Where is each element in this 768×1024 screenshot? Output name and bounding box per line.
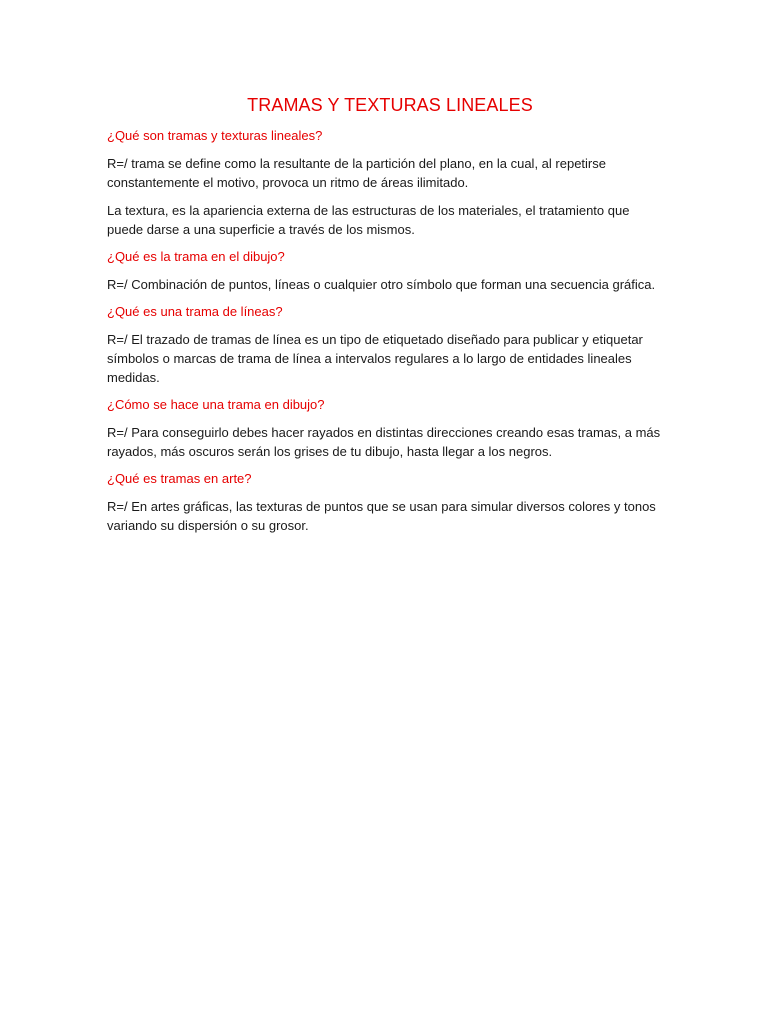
answer-paragraph: R=/ Para conseguirlo debes hacer rayados en distintas direcciones creando esas tramas, a más rayados, más oscuros serán los grises de tu dibujo, hasta llegar a los negros.: [107, 425, 661, 459]
document-content: [107, 94, 667, 544]
answer-paragraph: R=/ El trazado de tramas de línea es un tipo de etiquetado diseñado para publicar y etiquetar símbolos o marcas de trama de línea a intervalos regulares a lo largo de entidades lineales medidas.: [107, 332, 643, 385]
question-heading: ¿Qué es la trama en el dibujo?: [107, 249, 285, 264]
question-heading: ¿Qué es tramas en arte?: [107, 471, 252, 486]
document-title: TRAMAS Y TEXTURAS LINEALES: [247, 95, 533, 115]
question-heading: ¿Cómo se hace una trama en dibujo?: [107, 397, 325, 412]
section-5: [107, 470, 667, 535]
answer-paragraph: R=/ Combinación de puntos, líneas o cualquier otro símbolo que forman una secuencia gráfica.: [107, 277, 656, 292]
section-3: [107, 303, 667, 387]
question-heading: ¿Qué es una trama de líneas?: [107, 304, 283, 319]
section-1: [107, 127, 667, 239]
answer-paragraph: La textura, es la apariencia externa de las estructuras de los materiales, el tratamiento que puede darse a una superficie a través de los mismos.: [107, 203, 630, 237]
section-2: [107, 248, 667, 294]
answer-paragraph: R=/ trama se define como la resultante de la partición del plano, en la cual, al repetirse constantemente el motivo, provoca un ritmo de áreas ilimitado.: [107, 156, 606, 190]
section-4: [107, 396, 667, 461]
answer-paragraph: R=/ En artes gráficas, las texturas de puntos que se usan para simular diversos colores y tonos variando su dispersión o su grosor.: [107, 499, 656, 533]
question-heading: ¿Qué son tramas y texturas lineales?: [107, 128, 323, 143]
